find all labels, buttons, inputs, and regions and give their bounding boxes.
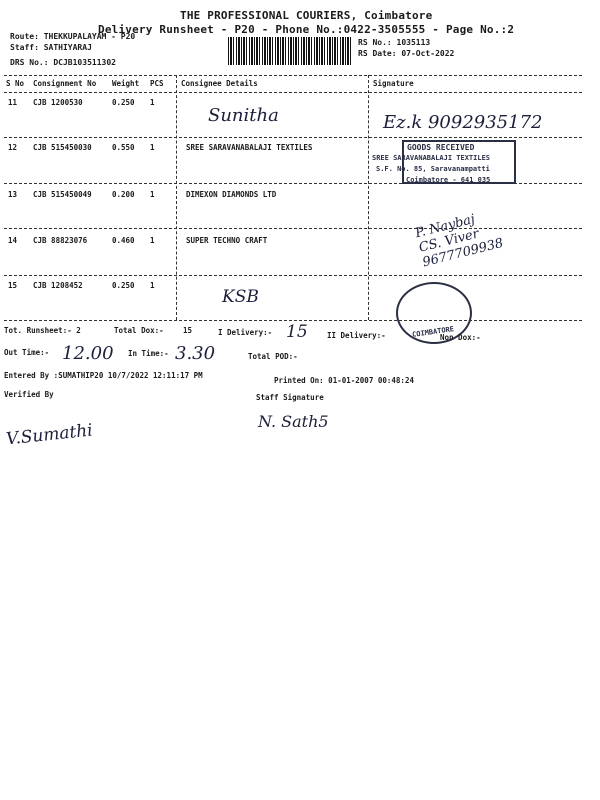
verified-by-label: Verified By bbox=[4, 390, 54, 399]
printed-on: Printed On: 01-01-2007 00:48:24 bbox=[274, 376, 414, 385]
row-consignment: CJB 515450049 bbox=[33, 190, 92, 199]
rs-number: RS No.: 1035113 bbox=[358, 38, 431, 47]
seal-city-text: COIMBATORE bbox=[411, 325, 455, 339]
table-top-rule bbox=[4, 75, 582, 76]
row-weight: 0.250 bbox=[112, 281, 135, 290]
row-sno: 11 bbox=[8, 98, 18, 107]
total-runsheet: Tot. Runsheet:- 2 bbox=[4, 326, 81, 335]
staff-signature-label: Staff Signature bbox=[256, 393, 324, 402]
row-consignment: CJB 1200530 bbox=[33, 98, 83, 107]
row-pcs: 1 bbox=[150, 236, 155, 245]
row-consignment: CJB 515450030 bbox=[33, 143, 92, 152]
col-divider-details bbox=[176, 75, 177, 320]
table-bottom-rule bbox=[4, 320, 582, 321]
row-pcs: 1 bbox=[150, 281, 155, 290]
row-consignee: SUPER TECHNO CRAFT bbox=[186, 236, 268, 245]
col-header-pcs: PCS bbox=[150, 79, 164, 88]
row-weight: 0.200 bbox=[112, 190, 135, 199]
staff-signature: N. Sath5 bbox=[258, 412, 329, 431]
row-sno: 12 bbox=[8, 143, 18, 152]
row-consignment: CJB 88823076 bbox=[33, 236, 88, 245]
row-sno: 15 bbox=[8, 281, 18, 290]
row-weight: 0.460 bbox=[112, 236, 135, 245]
in-time-value: 3.30 bbox=[175, 343, 216, 364]
row-rule bbox=[4, 275, 582, 276]
row-signature: Ez.k 9092935172 bbox=[383, 112, 543, 133]
row-weight: 0.550 bbox=[112, 143, 135, 152]
stamp-address-line: S.F. No. 85, Saravanampatti bbox=[376, 165, 490, 173]
col-header-consignee: Consignee Details bbox=[181, 79, 258, 88]
col-header-sno: S No bbox=[6, 79, 25, 88]
stamp-company-line: SREE SARAVANABALAJI TEXTILES bbox=[372, 154, 491, 162]
row-sno: 13 bbox=[8, 190, 18, 199]
staff-label: Staff: SATHIYARAJ bbox=[10, 43, 92, 52]
row-sno: 14 bbox=[8, 236, 18, 245]
row-pcs: 1 bbox=[150, 98, 155, 107]
row-consignee: DIMEXON DIAMONDS LTD bbox=[186, 190, 277, 199]
row-consignee: SREE SARAVANABALAJI TEXTILES bbox=[186, 143, 313, 152]
out-time-label: Out Time:- bbox=[4, 348, 50, 357]
table-header-rule bbox=[4, 92, 582, 93]
total-dox-value: 15 bbox=[183, 326, 193, 335]
row-consignment: CJB 1208452 bbox=[33, 281, 83, 290]
col-header-signature: Signature bbox=[373, 79, 414, 88]
barcode bbox=[228, 37, 352, 65]
row-handwritten-name: Sunitha bbox=[208, 105, 279, 126]
row-pcs: 1 bbox=[150, 190, 155, 199]
non-dox-label: Non Dox:- bbox=[440, 333, 481, 342]
i-delivery-value: 15 bbox=[286, 322, 308, 342]
runsheet-title: Delivery Runsheet - P20 - Phone No.:0422-3505555 - Page No.:2 bbox=[98, 23, 515, 36]
entered-by: Entered By :SUMATHIP20 10/7/2022 12:11:17 PM bbox=[4, 371, 203, 380]
col-header-weight: Weight bbox=[112, 79, 140, 88]
in-time-label: In Time:- bbox=[128, 349, 169, 358]
route-label: Route: THEKKUPALAYAM - P20 bbox=[10, 32, 136, 41]
row-pcs: 1 bbox=[150, 143, 155, 152]
verified-signature: V.Sumathi bbox=[5, 420, 94, 450]
rs-date: RS Date: 07-Oct-2022 bbox=[358, 49, 455, 58]
row-rule bbox=[4, 137, 582, 138]
row-signature: P. Naybaj CS. Viver 9677709938 bbox=[413, 211, 505, 271]
row-handwritten-name: KSB bbox=[222, 287, 259, 307]
col-divider-signature bbox=[368, 75, 369, 320]
stamp-city-line: Coimbatore - 641 035 bbox=[406, 176, 491, 184]
total-dox-label: Total Dox:- bbox=[114, 326, 164, 335]
stamp-received-text: GOODS RECEIVED bbox=[407, 143, 475, 152]
row-weight: 0.250 bbox=[112, 98, 135, 107]
out-time-value: 12.00 bbox=[62, 343, 114, 364]
col-header-consignment: Consignment No bbox=[33, 79, 97, 88]
company-title: THE PROFESSIONAL COURIERS, Coimbatore bbox=[180, 9, 433, 22]
i-delivery-label: I Delivery:- bbox=[218, 328, 273, 337]
ii-delivery-label: II Delivery:- bbox=[327, 331, 386, 340]
total-pod-label: Total POD:- bbox=[248, 352, 298, 361]
drs-label: DRS No.: DCJB103511302 bbox=[10, 58, 116, 67]
